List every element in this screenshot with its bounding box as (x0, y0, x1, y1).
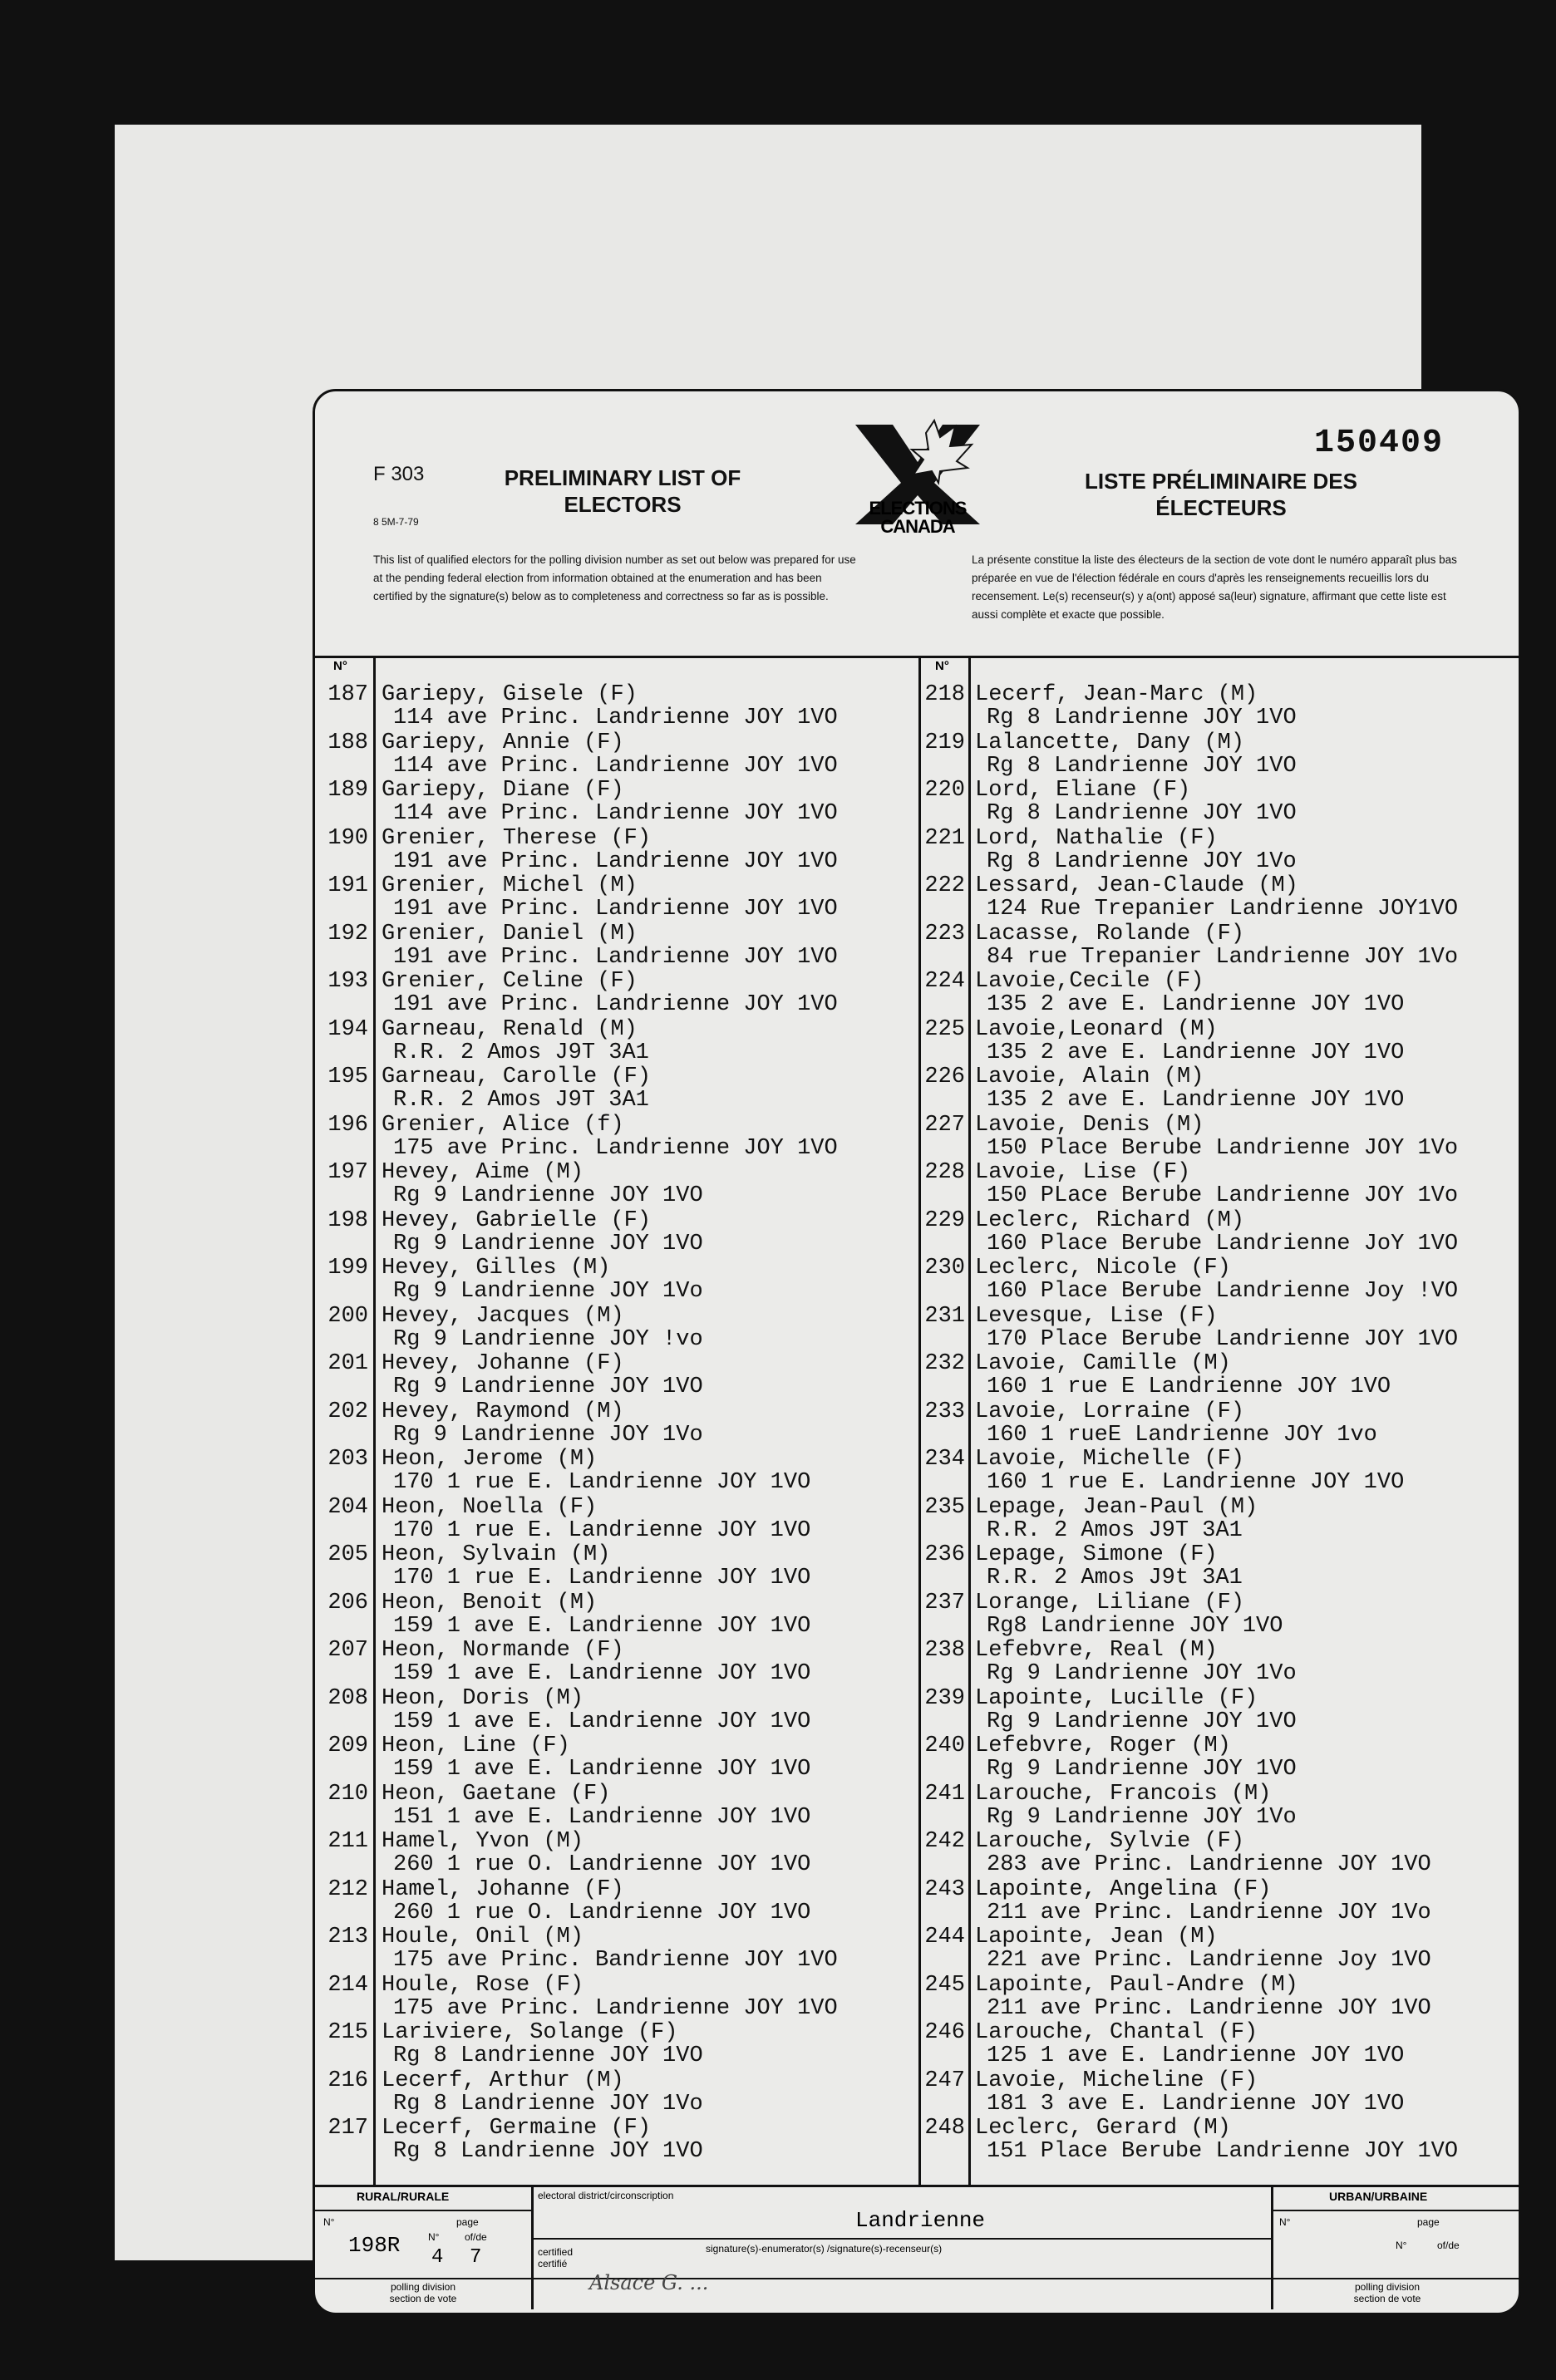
title-english: PRELIMINARY LIST OF ELECTORS (504, 465, 741, 517)
elector-number: 228 (924, 1160, 965, 1185)
elector-name: Larouche, Francois (M) (975, 1781, 1272, 1807)
elector-name: Heon, Normande (F) (382, 1638, 624, 1663)
elector-address: 159 1 ave E. Landrienne JOY 1VO (393, 1661, 811, 1686)
elector-address: Rg 9 Landrienne JOY 1Vo (987, 1804, 1297, 1830)
elector-name: Lapointe, Lucille (F) (975, 1685, 1258, 1711)
elector-address: 159 1 ave E. Landrienne JOY 1VO (393, 1613, 811, 1639)
elector-address: 175 ave Princ. Landrienne JOY 1VO (393, 1135, 838, 1161)
elector-address: 135 2 ave E. Landrienne JOY 1VO (987, 1040, 1405, 1065)
elector-name: Hevey, Gabrielle (F) (382, 1207, 652, 1233)
page-total: 7 (470, 2246, 482, 2269)
elector-name: Lecerf, Germaine (F) (382, 2116, 652, 2141)
elector-address: Rg 9 Landrienne JOY 1VO (987, 1757, 1297, 1782)
elector-name: Leclerc, Richard (M) (975, 1207, 1245, 1233)
serial-number: 150409 (1313, 425, 1444, 462)
elector-address: 160 Place Berube Landrienne JoY 1VO (987, 1231, 1459, 1256)
elector-name: Lepage, Jean-Paul (M) (975, 1494, 1258, 1520)
elector-name: Lavoie, Camille (M) (975, 1351, 1231, 1376)
elector-number: 227 (924, 1112, 965, 1138)
urban-page-no-label: N° (1396, 2240, 1407, 2251)
elector-name: Houle, Onil (M) (382, 1925, 584, 1950)
elector-number: 225 (924, 1016, 965, 1042)
enumerator-signature: Alsace G. ... (589, 2271, 709, 2294)
elector-address: Rg 8 Landrienne JOY 1Vo (393, 2091, 703, 2117)
rural-no-label: N° (323, 2216, 335, 2228)
elector-number: 238 (924, 1638, 965, 1663)
elector-name: Hevey, Aime (M) (382, 1160, 584, 1185)
elector-number: 200 (327, 1303, 368, 1329)
elector-number: 214 (327, 1972, 368, 1998)
elector-address: 260 1 rue O. Landrienne JOY 1VO (393, 1900, 811, 1925)
elector-address: R.R. 2 Amos J9T 3A1 (987, 1517, 1243, 1543)
footer-divider-2 (1271, 2185, 1273, 2309)
elector-number: 248 (924, 2116, 965, 2141)
elector-number: 194 (327, 1016, 368, 1042)
page-number: 4 (431, 2246, 444, 2269)
certified-label (538, 2246, 573, 2269)
signature-label: signature(s)-enumerator(s) /signature(s)-recenseur(s) (706, 2243, 943, 2255)
elector-address: Rg 8 Landrienne JOY 1VO (393, 2043, 703, 2068)
elector-number: 234 (924, 1447, 965, 1472)
polling-label-en-urban: polling division (1354, 2281, 1421, 2293)
elector-address: 159 1 ave E. Landrienne JOY 1VO (393, 1709, 811, 1734)
elector-name: Lavoie, Denis (M) (975, 1112, 1204, 1138)
logo-wordmark (847, 499, 988, 536)
table-top-rule (315, 656, 1519, 658)
intro-english: This list of qualified electors for the polling division number as set out below was prepared for use at the pending federal election from information obtained at the enumeration and has been certified by the signature(s) below as to completeness and correctness so far as is possible. (373, 553, 856, 602)
elector-name: Heon, Noella (F) (382, 1494, 598, 1520)
elector-address: 151 1 ave E. Landrienne JOY 1VO (393, 1804, 811, 1830)
polling-label-urban (1329, 2281, 1445, 2304)
footer-rural-rule (315, 2210, 531, 2211)
elector-number: 243 (924, 1876, 965, 1902)
elector-number: 199 (327, 1256, 368, 1281)
elector-name: Lecerf, Jean-Marc (M) (975, 682, 1258, 707)
elector-name: Lapointe, Paul-Andre (M) (975, 1972, 1298, 1998)
elector-number: 222 (924, 873, 965, 898)
elector-number: 209 (327, 1733, 368, 1758)
elector-name: Hevey, Jacques (M) (382, 1303, 624, 1329)
elector-number: 204 (327, 1494, 368, 1520)
elector-address: 221 ave Princ. Landrienne Joy 1VO (987, 1948, 1431, 1973)
elector-number: 231 (924, 1303, 965, 1329)
elector-address: 135 2 ave E. Landrienne JOY 1VO (987, 992, 1405, 1017)
elector-number: 221 (924, 825, 965, 851)
elector-name: Lorange, Liliane (F) (975, 1590, 1245, 1615)
certified-fr: certifié (538, 2258, 568, 2269)
elector-number: 240 (924, 1733, 965, 1758)
elector-address: 150 Place Berube Landrienne JOY 1Vo (987, 1135, 1459, 1161)
elector-number: 241 (924, 1781, 965, 1807)
elector-name: Heon, Line (F) (382, 1733, 570, 1758)
elector-name: Lefebvre, Real (M) (975, 1638, 1218, 1663)
elector-number: 198 (327, 1207, 368, 1233)
rural-label: RURAL/RURALE (357, 2190, 450, 2203)
elector-name: Grenier, Daniel (M) (382, 921, 638, 947)
elector-address: 114 ave Princ. Landrienne JOY 1VO (393, 801, 838, 826)
logo-line-2: CANADA (880, 516, 955, 537)
right-electors-list (918, 682, 1519, 2178)
elector-number: 235 (924, 1494, 965, 1520)
elector-name: Larouche, Chantal (F) (975, 2020, 1258, 2045)
elector-number: 229 (924, 1207, 965, 1233)
elector-name: Lessard, Jean-Claude (M) (975, 873, 1298, 898)
elector-number: 239 (924, 1685, 965, 1711)
polling-label-fr: section de vote (389, 2293, 457, 2304)
elector-address: 191 ave Princ. Landrienne JOY 1VO (393, 848, 838, 874)
elector-address: 124 Rue Trepanier Landrienne JOY1VO (987, 897, 1459, 922)
elector-address: 283 ave Princ. Landrienne JOY 1VO (987, 1852, 1431, 1877)
elector-number: 217 (327, 2116, 368, 2141)
elector-address: 160 1 rue E Landrienne JOY 1VO (987, 1374, 1391, 1399)
col-header-left: N° (333, 659, 347, 673)
elector-name: Houle, Rose (F) (382, 1972, 584, 1998)
elector-address: R.R. 2 Amos J9t 3A1 (987, 1566, 1243, 1591)
elector-number: 220 (924, 778, 965, 803)
elector-number: 210 (327, 1781, 368, 1807)
elector-name: Lavoie, Lise (F) (975, 1160, 1191, 1185)
intro-french: La présente constitue la liste des électeurs de la section de vote dont le numéro apparaît plus bas préparée en vue de l'élection fédérale en cours d'après les renseignements recueillis lors du recensement. Le(s) recenseur(s) y a(ont) apposé sa(leur) signature, affirmant que cette liste est aussi complète et exacte que possible. (972, 553, 1457, 621)
page-of-label: of/de (465, 2231, 487, 2243)
polling-label-en: polling division (390, 2281, 456, 2293)
elector-number: 232 (924, 1351, 965, 1376)
elector-number: 192 (327, 921, 368, 947)
elector-address: 181 3 ave E. Landrienne JOY 1VO (987, 2091, 1405, 2117)
elector-address: 125 1 ave E. Landrienne JOY 1VO (987, 2043, 1405, 2068)
elector-address: 191 ave Princ. Landrienne JOY 1VO (393, 897, 838, 922)
elector-name: Hevey, Johanne (F) (382, 1351, 624, 1376)
elector-address: 160 1 rueE Landrienne JOY 1vo (987, 1422, 1377, 1448)
elector-address: Rg8 Landrienne JOY 1VO (987, 1613, 1283, 1639)
elector-number: 215 (327, 2020, 368, 2045)
elector-name: Lapointe, Jean (M) (975, 1925, 1218, 1950)
elector-name: Grenier, Celine (F) (382, 969, 638, 994)
elector-name: Larouche, Sylvie (F) (975, 1829, 1245, 1854)
elector-number: 233 (924, 1399, 965, 1424)
elector-name: Lefebvre, Roger (M) (975, 1733, 1231, 1758)
elector-address: Rg 8 Landrienne JOY 1Vo (987, 848, 1297, 874)
elector-address: 170 1 rue E. Landrienne JOY 1VO (393, 1566, 811, 1591)
elector-address: 84 rue Trepanier Landrienne JOY 1Vo (987, 944, 1459, 970)
elector-name: Lord, Eliane (F) (975, 778, 1191, 803)
urban-page-of-label: of/de (1437, 2240, 1460, 2251)
elector-number: 202 (327, 1399, 368, 1424)
elector-address: 191 ave Princ. Landrienne JOY 1VO (393, 944, 838, 970)
elector-address: 114 ave Princ. Landrienne JOY 1VO (393, 706, 838, 730)
elector-number: 247 (924, 2068, 965, 2093)
elector-name: Levesque, Lise (F) (975, 1303, 1218, 1329)
elector-number: 190 (327, 825, 368, 851)
elector-address: 175 ave Princ. Bandrienne JOY 1VO (393, 1948, 838, 1973)
elector-address: Rg 9 Landrienne JOY 1VO (393, 1374, 703, 1399)
elector-number: 195 (327, 1065, 368, 1089)
elector-number: 236 (924, 1542, 965, 1567)
elector-name: Lavoie, Michelle (F) (975, 1447, 1245, 1472)
footer-bottom-rule (315, 2278, 1519, 2279)
elector-number: 216 (327, 2068, 368, 2093)
left-electors-list (315, 682, 918, 2178)
elector-name: Lalancette, Dany (M) (975, 730, 1245, 755)
paper-sheet (115, 125, 1460, 2304)
elector-address: Rg 9 Landrienne JOY 1VO (393, 1183, 703, 1208)
elector-name: Hamel, Johanne (F) (382, 1876, 624, 1902)
elector-name: Lacasse, Rolande (F) (975, 921, 1245, 947)
elector-name: Hevey, Raymond (M) (382, 1399, 624, 1424)
elector-number: 230 (924, 1256, 965, 1281)
elector-number: 188 (327, 730, 368, 755)
elector-number: 244 (924, 1925, 965, 1950)
elector-address: 159 1 ave E. Landrienne JOY 1VO (393, 1757, 811, 1782)
polling-label-fr-urban: section de vote (1353, 2293, 1421, 2304)
elector-name: Lord, Nathalie (F) (975, 825, 1218, 851)
elector-number: 224 (924, 969, 965, 994)
urban-label: URBAN/URBAINE (1329, 2190, 1428, 2203)
urban-no-label: N° (1279, 2216, 1291, 2228)
elector-name: Heon, Sylvain (M) (382, 1542, 611, 1567)
elector-address: 114 ave Princ. Landrienne JOY 1VO (393, 753, 838, 779)
elector-name: Heon, Benoit (M) (382, 1590, 598, 1615)
elector-number: 211 (327, 1829, 368, 1854)
elector-number: 207 (327, 1638, 368, 1663)
elector-number: 237 (924, 1590, 965, 1615)
elector-number: 213 (327, 1925, 368, 1950)
elector-number: 193 (327, 969, 368, 994)
elector-number: 205 (327, 1542, 368, 1567)
elector-name: Lariviere, Solange (F) (382, 2020, 678, 2045)
elector-number: 201 (327, 1351, 368, 1376)
elector-address: 160 Place Berube Landrienne Joy !VO (987, 1279, 1459, 1304)
col-header-right: N° (935, 659, 949, 673)
elector-name: Lavoie, Lorraine (F) (975, 1399, 1245, 1424)
elector-address: Rg 9 Landrienne JOY !vo (393, 1326, 703, 1352)
elector-address: 150 PLace Berube Landrienne JOY 1Vo (987, 1183, 1459, 1208)
footer-top-rule (315, 2185, 1519, 2187)
elector-name: Lavoie, Alain (M) (975, 1065, 1204, 1089)
electors-form (313, 389, 1521, 2315)
elector-number: 196 (327, 1112, 368, 1138)
elector-number: 245 (924, 1972, 965, 1998)
elector-name: Heon, Jerome (M) (382, 1447, 598, 1472)
elector-name: Lavoie, Micheline (F) (975, 2068, 1258, 2093)
elector-address: Rg 8 Landrienne JOY 1VO (987, 801, 1297, 826)
elector-name: Garneau, Carolle (F) (382, 1065, 652, 1089)
elector-number: 218 (924, 682, 965, 707)
elector-name: Heon, Doris (M) (382, 1685, 584, 1711)
elector-address: 211 ave Princ. Landrienne JOY 1Vo (987, 1900, 1431, 1925)
district-value: Landrienne (855, 2208, 986, 2233)
footer-urban-rule (1271, 2210, 1519, 2211)
title-french: LISTE PRÉLIMINAIRE DES ÉLECTEURS (1085, 469, 1357, 520)
district-label: electoral district/circonscription (538, 2190, 674, 2201)
footer-sig-rule (531, 2238, 1271, 2240)
elector-number: 191 (327, 873, 368, 898)
elector-address: Rg 9 Landrienne JOY 1VO (393, 1231, 703, 1256)
elector-number: 223 (924, 921, 965, 947)
elector-address: 160 1 rue E. Landrienne JOY 1VO (987, 1470, 1405, 1495)
rural-page-label: page (456, 2216, 479, 2228)
elector-name: Heon, Gaetane (F) (382, 1781, 611, 1807)
elector-number: 242 (924, 1829, 965, 1854)
elector-name: Grenier, Therese (F) (382, 825, 652, 851)
elector-number: 212 (327, 1876, 368, 1902)
polling-label-rural (365, 2281, 481, 2304)
print-code: 8 5M-7-79 (373, 516, 419, 528)
elector-address: 211 ave Princ. Landrienne JOY 1VO (987, 1995, 1431, 2021)
elector-name: Hamel, Yvon (M) (382, 1829, 584, 1854)
elector-name: Leclerc, Nicole (F) (975, 1256, 1231, 1281)
elector-address: 170 1 rue E. Landrienne JOY 1VO (393, 1470, 811, 1495)
elector-address: 170 Place Berube Landrienne JOY 1VO (987, 1326, 1459, 1352)
elector-number: 219 (924, 730, 965, 755)
elector-name: Gariepy, Diane (F) (382, 778, 624, 803)
logo-line-1: ELECTIONS (869, 498, 967, 519)
elector-address: Rg 9 Landrienne JOY 1Vo (987, 1661, 1297, 1686)
elector-address: 175 ave Princ. Landrienne JOY 1VO (393, 1995, 838, 2021)
elector-name: Grenier, Michel (M) (382, 873, 638, 898)
elector-address: Rg 8 Landrienne JOY 1VO (987, 753, 1297, 779)
elector-name: Lavoie,Leonard (M) (975, 1016, 1218, 1042)
elector-number: 246 (924, 2020, 965, 2045)
elector-number: 206 (327, 1590, 368, 1615)
elector-number: 208 (327, 1685, 368, 1711)
elector-address: 135 2 ave E. Landrienne JOY 1VO (987, 1088, 1405, 1113)
polling-division-number: 198R (348, 2233, 401, 2258)
elector-address: 191 ave Princ. Landrienne JOY 1VO (393, 992, 838, 1017)
urban-page-label: page (1417, 2216, 1440, 2228)
footer-divider-1 (531, 2185, 534, 2309)
page-no-label: N° (428, 2231, 440, 2243)
elector-address: Rg 9 Landrienne JOY 1Vo (393, 1422, 703, 1448)
elector-address: Rg 8 Landrienne JOY 1VO (393, 2139, 703, 2164)
elector-number: 226 (924, 1065, 965, 1089)
form-number: F 303 (373, 463, 425, 485)
elector-name: Grenier, Alice (f) (382, 1112, 624, 1138)
elector-address: 151 Place Berube Landrienne JOY 1VO (987, 2139, 1459, 2164)
elector-name: Hevey, Gilles (M) (382, 1256, 611, 1281)
elector-address: 260 1 rue O. Landrienne JOY 1VO (393, 1852, 811, 1877)
elector-name: Lecerf, Arthur (M) (382, 2068, 624, 2093)
elector-name: Lepage, Simone (F) (975, 1542, 1218, 1567)
elector-name: Garneau, Renald (M) (382, 1016, 638, 1042)
elector-name: Lapointe, Angelina (F) (975, 1876, 1272, 1902)
elector-address: R.R. 2 Amos J9T 3A1 (393, 1040, 649, 1065)
elector-number: 203 (327, 1447, 368, 1472)
elector-number: 187 (327, 682, 368, 707)
elector-address: Rg 8 Landrienne JOY 1VO (987, 706, 1297, 730)
elector-address: R.R. 2 Amos J9T 3A1 (393, 1088, 649, 1113)
elector-address: Rg 9 Landrienne JOY 1VO (987, 1709, 1297, 1734)
elector-number: 197 (327, 1160, 368, 1185)
elector-name: Leclerc, Gerard (M) (975, 2116, 1231, 2141)
certified-en: certified (538, 2246, 574, 2258)
elector-name: Gariepy, Gisele (F) (382, 682, 638, 707)
elector-address: 170 1 rue E. Landrienne JOY 1VO (393, 1517, 811, 1543)
elector-number: 189 (327, 778, 368, 803)
elector-address: Rg 9 Landrienne JOY 1Vo (393, 1279, 703, 1304)
elector-name: Lavoie,Cecile (F) (975, 969, 1204, 994)
elector-name: Gariepy, Annie (F) (382, 730, 624, 755)
